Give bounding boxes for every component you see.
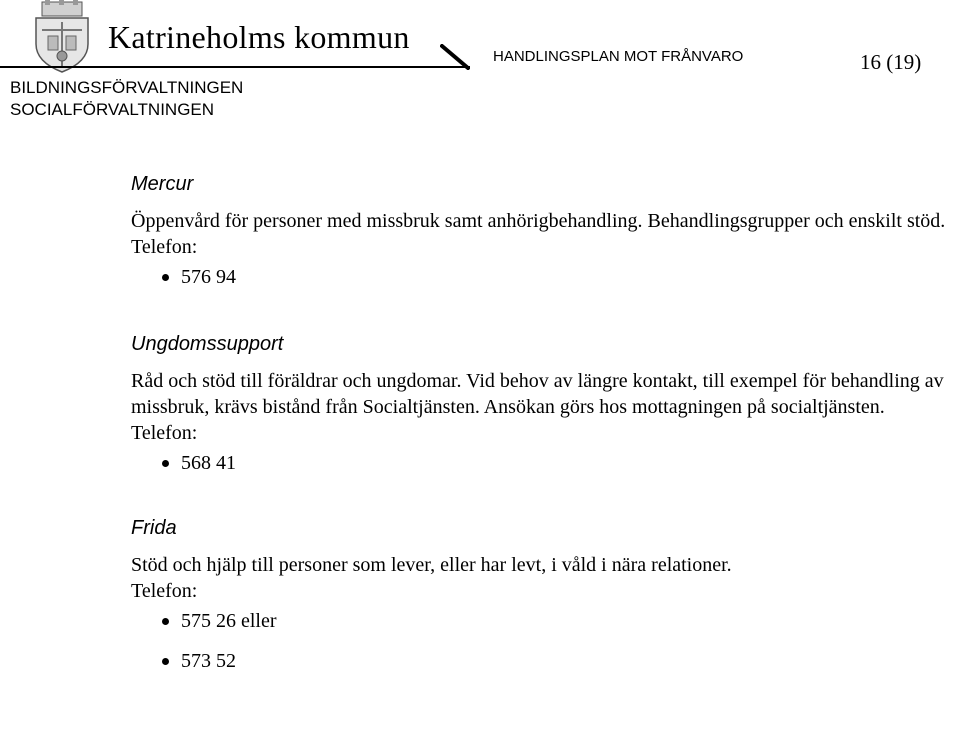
- page-number: 16 (19): [860, 50, 922, 74]
- phone-label: Telefon:: [131, 580, 198, 602]
- phone-label: Telefon:: [131, 422, 198, 444]
- bullet-icon: [162, 460, 169, 467]
- phone-number: 576 94: [181, 266, 236, 288]
- phone-item: [131, 450, 951, 476]
- municipality-name: Katrineholms kommun: [108, 19, 410, 55]
- bullet-icon: [162, 618, 169, 625]
- phone-item: [131, 264, 951, 290]
- phone-number: 573 52: [181, 650, 236, 672]
- department-social: SOCIALFÖRVALTNINGEN: [10, 100, 215, 119]
- document-body: [131, 170, 951, 688]
- header-rule: [0, 66, 470, 68]
- section-description: Öppenvård för personer med missbruk samt anhörigbehandling. Behandlingsgrupper och enskilt stöd.: [131, 210, 946, 232]
- phone-label: Telefon:: [131, 236, 198, 258]
- section-description: Stöd och hjälp till personer som lever, eller har levt, i våld i nära relationer.: [131, 554, 732, 576]
- phone-number: 568 41: [181, 452, 236, 474]
- department-education: BILDNINGSFÖRVALTNINGEN: [10, 78, 244, 97]
- phone-list: [131, 264, 951, 290]
- section-title: Frida: [131, 517, 177, 539]
- section-frida: [131, 514, 951, 674]
- phone-list: [131, 450, 951, 476]
- bullet-icon: [162, 274, 169, 281]
- section-title: Ungdomssupport: [131, 333, 284, 355]
- section-mercur: [131, 170, 951, 290]
- document-title: HANDLINGSPLAN MOT FRÅNVARO: [493, 48, 744, 65]
- phone-number: 575 26 eller: [181, 610, 277, 632]
- municipal-crest-logo: [28, 0, 96, 74]
- section-title: Mercur: [131, 173, 194, 195]
- phone-list: [131, 608, 951, 674]
- phone-item: [131, 608, 951, 634]
- section-ungdomssupport: [131, 330, 951, 476]
- section-description: Råd och stöd till föräldrar och ungdomar. Vid behov av längre kontakt, till exempel för behandling av missbruk, krävs bistånd från Socialtjänsten. Ansökan görs hos mottagningen på socialtjänsten.: [131, 370, 944, 418]
- phone-item: [131, 648, 951, 674]
- bullet-icon: [162, 658, 169, 665]
